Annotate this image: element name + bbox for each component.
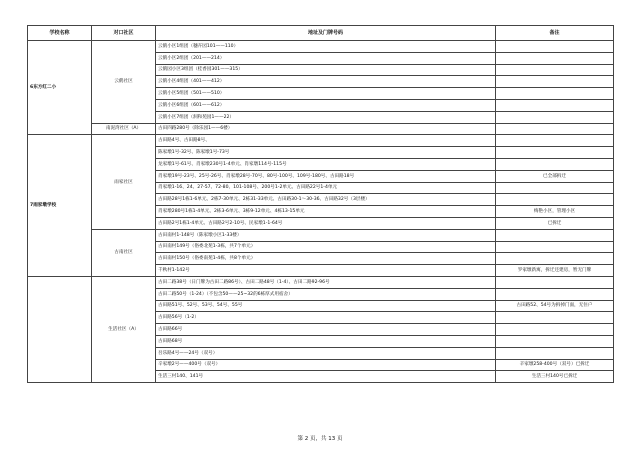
address-cell: 古田路56号（1-2） — [156, 312, 496, 324]
note-cell: 古田路52、54号为拆掉门面，无住户 — [496, 300, 614, 312]
address-cell: 吾乐路4号——24号（双号） — [156, 347, 496, 359]
note-cell — [496, 324, 614, 336]
address-table — [27, 25, 614, 383]
note-cell: 生活三村140号已拆迁 — [496, 371, 614, 383]
address-cell: 古田南村1-148号（陈家墩小区1-33楼） — [156, 229, 496, 241]
header-note: 备注 — [496, 26, 614, 41]
note-cell: 梅艳小区，管理小区 — [496, 206, 614, 218]
address-cell: 云鹤小区4组团（401——412） — [156, 76, 496, 88]
header-address: 地址及门牌号码 — [156, 26, 496, 41]
table-row — [28, 135, 614, 147]
table-row — [28, 41, 614, 53]
note-cell — [496, 41, 614, 53]
header-school: 学校名称 — [28, 26, 92, 41]
note-cell — [496, 99, 614, 111]
header-community: 对口社区 — [92, 26, 156, 41]
note-cell — [496, 88, 614, 100]
note-cell — [496, 111, 614, 123]
address-cell: 千秋村1-142号 — [156, 265, 496, 277]
address-cell: 古田路28号1栋1-6单元、2栋7-30单元、2栋31-33单元、古田路30-1～30-36、古田路32号（3层楼） — [156, 194, 496, 206]
note-cell — [496, 229, 614, 241]
note-cell — [496, 158, 614, 170]
note-cell — [496, 135, 614, 147]
address-cell: 古田路66号 — [156, 324, 496, 336]
address-cell: 云鹤小区6组团（601——612） — [156, 99, 496, 111]
school-cell — [28, 276, 92, 382]
community-cell: 云鹤社区 — [92, 41, 156, 124]
address-cell: 古田四路280号（除乐园1——6楼） — [156, 123, 496, 135]
note-cell — [496, 194, 614, 206]
note-cell — [496, 276, 614, 288]
table-body — [28, 41, 614, 383]
address-cell: 肖家墩280号1栋1-4单元、2栋3-6单元、3栋9-12单元、4栋13-15单元 — [156, 206, 496, 218]
community-cell: 古南社区 — [92, 229, 156, 276]
note-cell: 已拆迁 — [496, 217, 614, 229]
address-cell: 云鹤小区2组团（201——214） — [156, 52, 496, 64]
address-cell: 古田路68号 — [156, 335, 496, 347]
address-cell: 辛家墩2号——400号（双号） — [156, 359, 496, 371]
table-row — [28, 123, 614, 135]
address-cell: 云鹤园小区3组团（桂香园301——315） — [156, 64, 496, 76]
note-cell — [496, 64, 614, 76]
address-cell: 云鹤小区1组团（穗卉园101——110） — [156, 41, 496, 53]
school-cell: 6东方红二小 — [28, 41, 92, 135]
note-cell — [496, 52, 614, 64]
address-cell: 龙家墩1号-61号、肖家墩230号1-4单元、肖家墩114号-115号 — [156, 158, 496, 170]
note-cell — [496, 123, 614, 135]
address-cell: 古田二路38号（日门牌为古田二路86号）、古田二路48号（1-4）、古田二路92-96号 — [156, 276, 496, 288]
address-cell: 云鹤小区7组团（洞和苑园1——22） — [156, 111, 496, 123]
address-cell: 古田路51号、52号、53号、54号、55号 — [156, 300, 496, 312]
community-cell: 南泥湾社区（A） — [92, 123, 156, 135]
note-cell — [496, 241, 614, 253]
community-cell: 雨家社区 — [92, 135, 156, 229]
note-cell — [496, 182, 614, 194]
note-cell — [496, 312, 614, 324]
table-row — [28, 276, 614, 288]
note-cell — [496, 76, 614, 88]
school-cell: 7雨家墩学校 — [28, 135, 92, 277]
community-cell: 生活社区（A） — [92, 276, 156, 382]
page-footer: 第 2 页，共 13 页 — [297, 436, 343, 442]
address-cell: 云鹤小区5组团（501——510） — [156, 88, 496, 100]
note-cell — [496, 288, 614, 300]
note-cell: 已全部拆迁 — [496, 170, 614, 182]
note-cell — [496, 147, 614, 159]
address-cell: 陈家墩1号-32号、陈家墩1号-73号 — [156, 147, 496, 159]
address-cell: 肖家墩19号-23号、25号-26号、肖家墩28号-70号、80号-100号、109号-180号、古田路18号 — [156, 170, 496, 182]
note-cell: 罗家墩新寓，拆迁还建房，暂无门牌 — [496, 265, 614, 277]
address-cell: 古田路4号、古田路8号、 — [156, 135, 496, 147]
note-cell — [496, 347, 614, 359]
address-cell: 古田南村149号（俗委北苑1-3栋，共7个单元） — [156, 241, 496, 253]
address-cell: 肖家墩1-16、24、27-57、72-80、101-108号、200号1-2单元、古田路22号1-4单元 — [156, 182, 496, 194]
note-cell — [496, 253, 614, 265]
address-cell: 古田二路50号（1-24）（不包含50——25~32的6栋厚式用宿舍） — [156, 288, 496, 300]
address-cell: 古田南村150号（俗委南苑1-4栋，共8个单元） — [156, 253, 496, 265]
address-cell: 古田路2号1栋1-4单元、古田路2号2-10号、民家墩1-1-64号 — [156, 217, 496, 229]
note-cell: 辛家墩258-400号（双号）已拆迁 — [496, 359, 614, 371]
table-header-row — [28, 26, 614, 41]
note-cell — [496, 335, 614, 347]
address-cell: 生活三村140、141号 — [156, 371, 496, 383]
table-row — [28, 229, 614, 241]
